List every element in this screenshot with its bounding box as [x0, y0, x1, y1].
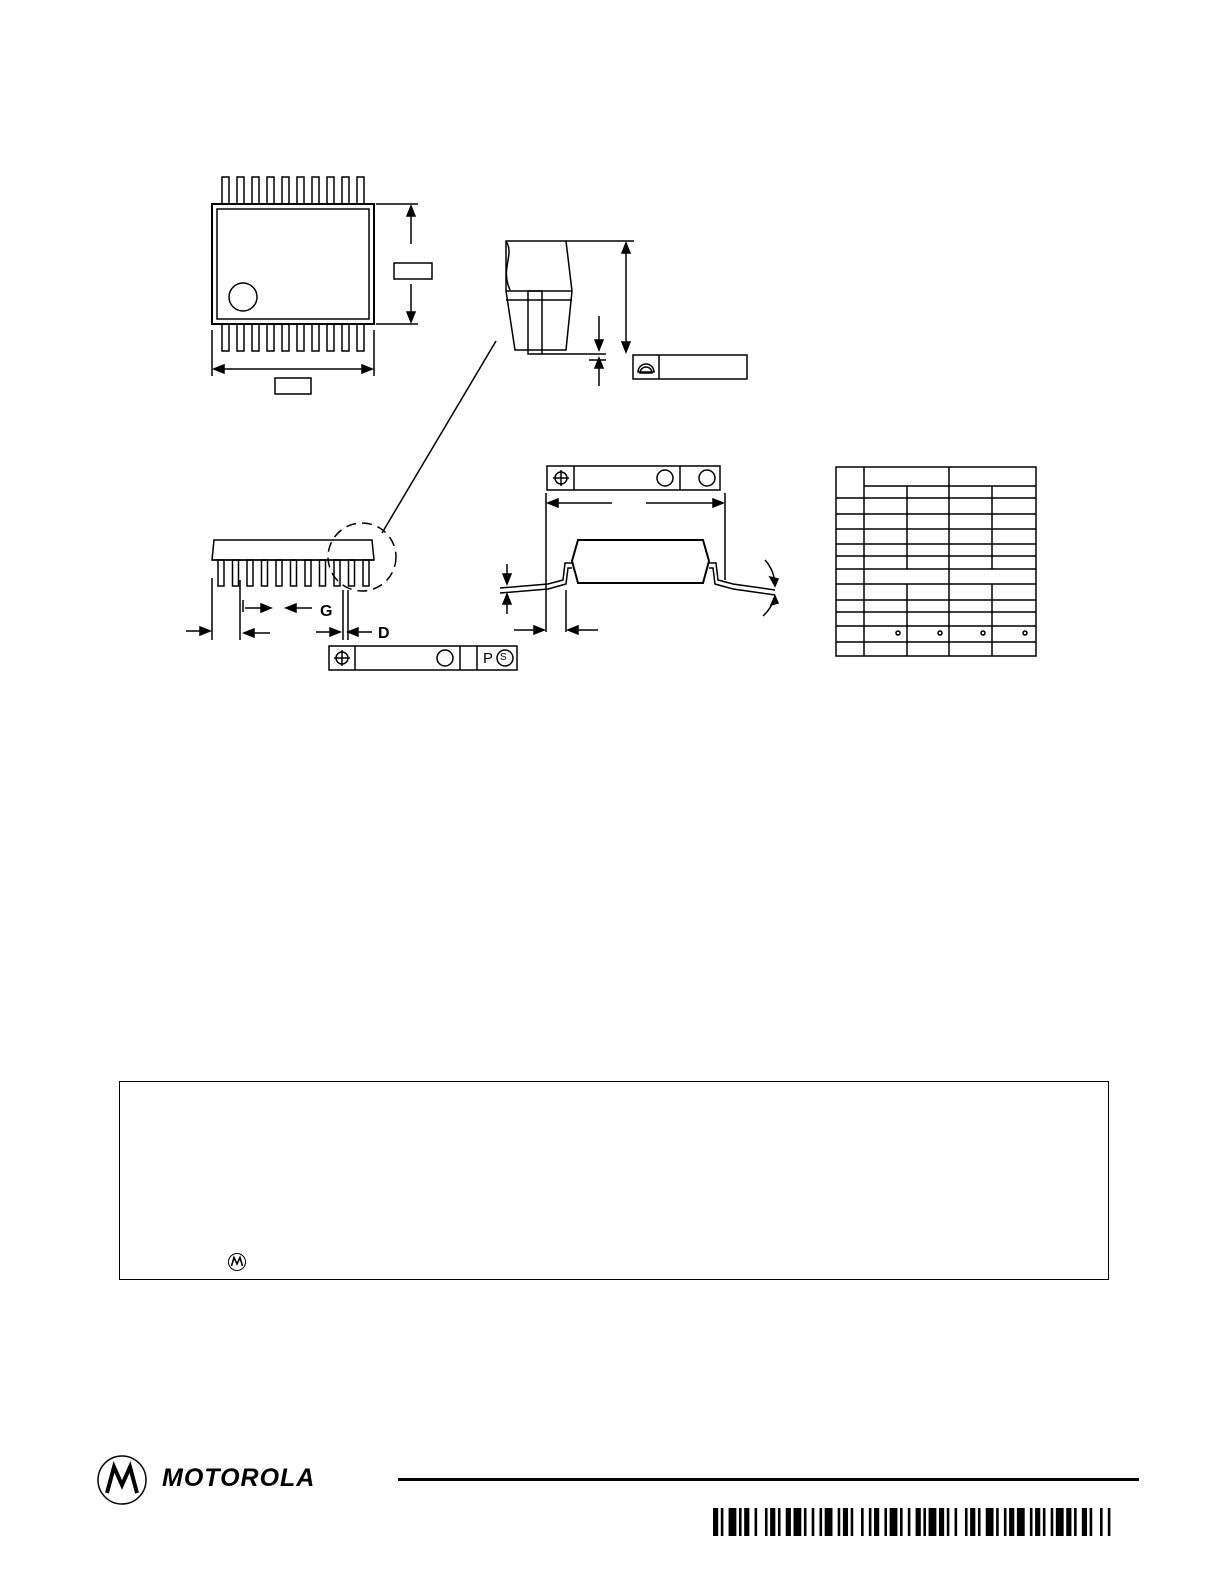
bottom-lead [342, 324, 349, 351]
bottom-lead [312, 324, 319, 351]
barcode-bar [1082, 1508, 1087, 1536]
bottom-lead [222, 324, 229, 351]
side-lead [320, 560, 326, 586]
top-lead [312, 177, 319, 204]
degree-symbol-icon [896, 631, 900, 635]
degree-symbol-icon [981, 631, 985, 635]
end-view [500, 466, 778, 634]
barcode-bar [947, 1508, 950, 1536]
motorola-batwing-logo-icon [96, 1454, 148, 1506]
datum-box-vertical [394, 263, 432, 279]
pin1-indicator-icon [229, 283, 257, 311]
barcode-bar [1056, 1508, 1064, 1536]
modifier-s-label: S [500, 652, 507, 663]
bottom-lead [252, 324, 259, 351]
barcode-bar [739, 1508, 742, 1536]
barcode-bar [825, 1508, 833, 1536]
barcode-bar [843, 1508, 848, 1536]
top-lead [252, 177, 259, 204]
dimension-table [836, 467, 1036, 656]
bottom-lead [297, 324, 304, 351]
barcode-bar [765, 1508, 768, 1536]
barcode-bar [916, 1508, 921, 1536]
barcode-bar [812, 1508, 815, 1536]
barcode-bar [861, 1508, 864, 1536]
barcode-bar [713, 1508, 718, 1536]
barcode-bar [869, 1508, 872, 1536]
barcode-bar [1035, 1508, 1040, 1536]
detail-callout-circle [328, 523, 396, 591]
barcode-bar [890, 1508, 898, 1536]
top-lead [327, 177, 334, 204]
top-view [212, 177, 432, 394]
barcode-bar [1030, 1508, 1033, 1536]
barcode-bar [908, 1508, 911, 1536]
top-lead [342, 177, 349, 204]
barcode-bar [794, 1508, 802, 1536]
degree-symbol-icon [938, 631, 942, 635]
side-lead [349, 560, 355, 586]
barcode-bar [851, 1508, 854, 1536]
barcode-bar [965, 1508, 968, 1536]
datum-p-label: P [483, 650, 494, 667]
footer-rule [398, 1478, 1139, 1481]
end-view-tolerance-box [547, 466, 720, 490]
side-lead [218, 560, 224, 586]
barcode-bar [819, 1508, 822, 1536]
barcode-bar [996, 1508, 999, 1536]
side-lead [262, 560, 268, 586]
side-lead [276, 560, 282, 586]
barcode-bar [1090, 1508, 1093, 1536]
dimension-label-g: G [320, 603, 333, 620]
barcode-bar [778, 1508, 781, 1536]
barcode-bar [804, 1508, 807, 1536]
barcode-bar [755, 1508, 758, 1536]
barcode-bar [770, 1508, 775, 1536]
barcode-bar [744, 1508, 749, 1536]
flatness-tolerance-box [633, 355, 747, 379]
barcode-bar [1051, 1508, 1054, 1536]
bottom-lead [282, 324, 289, 351]
barcode-bar [929, 1508, 937, 1536]
side-lead [334, 560, 340, 586]
motorola-small-logo-icon [227, 1252, 247, 1272]
legal-notice-box [119, 1081, 1109, 1280]
bottom-lead [327, 324, 334, 351]
barcode-bar [729, 1508, 737, 1536]
barcode-bar [923, 1508, 926, 1536]
degree-symbol-icon [1023, 631, 1027, 635]
barcode-bar [884, 1508, 887, 1536]
barcode-bar [986, 1508, 994, 1536]
barcode-bar [978, 1508, 981, 1536]
side-lead [233, 560, 239, 586]
barcode-bar [1066, 1508, 1071, 1536]
top-lead [282, 177, 289, 204]
side-lead [305, 560, 311, 586]
top-lead [297, 177, 304, 204]
top-lead [357, 177, 364, 204]
barcode-bar [955, 1508, 958, 1536]
brand-wordmark: MOTOROLA [162, 1464, 316, 1492]
barcode-bar [1043, 1508, 1046, 1536]
barcode-bar [939, 1508, 944, 1536]
footer-logo [96, 1454, 148, 1506]
barcode-bar [1017, 1508, 1025, 1536]
barcode-bar [900, 1508, 903, 1536]
bottom-lead [237, 324, 244, 351]
side-lead [247, 560, 253, 586]
barcode-bar [1100, 1508, 1103, 1536]
side-view [186, 523, 517, 670]
bottom-lead [267, 324, 274, 351]
top-lead [222, 177, 229, 204]
barcode-bar [1009, 1508, 1014, 1536]
package-outline-drawing [0, 0, 1225, 720]
detail-view [382, 241, 747, 533]
bottom-lead [357, 324, 364, 351]
top-lead [237, 177, 244, 204]
datum-box-horizontal [275, 378, 311, 394]
barcode-bar [970, 1508, 975, 1536]
top-lead [267, 177, 274, 204]
barcode-bar [1108, 1508, 1111, 1536]
barcode-bar [838, 1508, 841, 1536]
barcode-bar [721, 1508, 724, 1536]
barcode-bar [874, 1508, 879, 1536]
side-lead [363, 560, 369, 586]
side-lead [291, 560, 297, 586]
barcode-bar [1074, 1508, 1077, 1536]
barcode-bar [786, 1508, 791, 1536]
barcode-bar [1004, 1508, 1007, 1536]
barcode-icon [713, 1508, 1113, 1536]
dimension-label-d: D [378, 625, 390, 642]
